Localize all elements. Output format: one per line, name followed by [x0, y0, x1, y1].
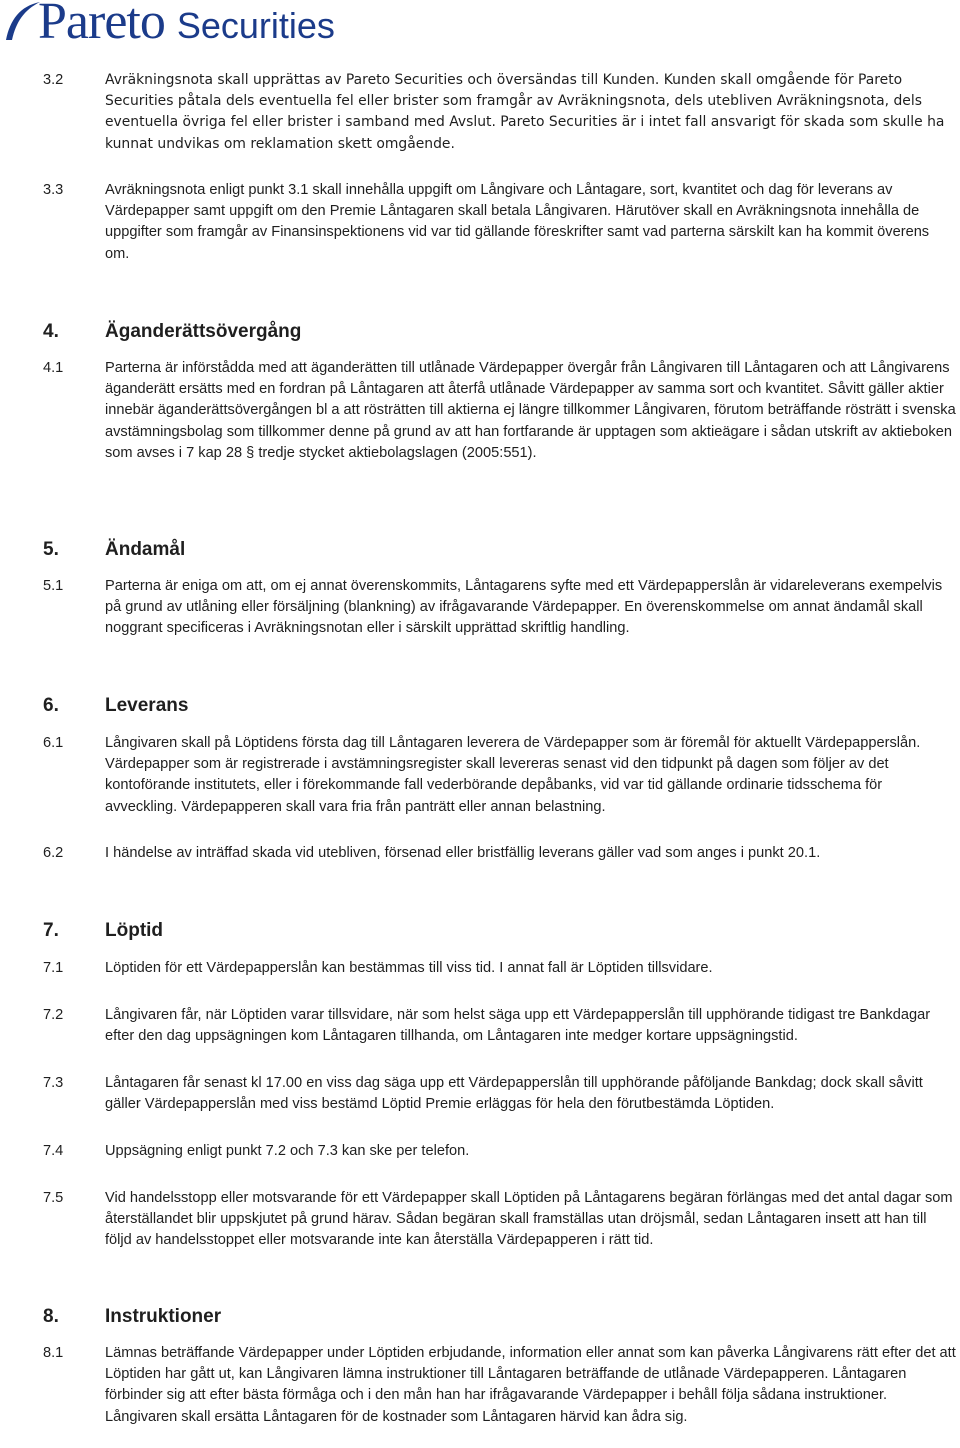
section-number: 8. — [43, 1306, 59, 1327]
clause-number: 8.1 — [43, 1345, 64, 1361]
clause-text: Långivaren får, när Löptiden varar tillsvidare, när som helst säga upp ett Värdepapperslån till upphörande tidigast tre Bankdagar efter den dag uppsägningen kom Låntagaren tillhanda, om Låntagaren inte medger kortare uppsägningstid. — [105, 1007, 931, 1045]
clause-number: 7.3 — [43, 1075, 64, 1091]
section-title: Löptid — [105, 920, 164, 941]
section-number: 6. — [43, 695, 59, 716]
section-title: Ändamål — [105, 539, 186, 560]
clause-text: Vid handelsstopp eller motsvarande för ett Värdepapper skall Löptiden på Låntagarens begäran förlängas med det antal dagar som återställandet blir uppskjutet på grund härav. Sådan begäran skall framställas utan dröjsmål, sedan Låntagaren insett att han till följd av handelsstoppet eller motsvarande inte kan återställa Värdepapperen i rätt tid. — [105, 1190, 953, 1249]
clause-number: 4.1 — [43, 360, 64, 376]
logo-subtitle: Securities — [176, 5, 335, 46]
section-number: 4. — [43, 321, 59, 342]
clause-text: Parterna är införstådda med att äganderätten till utlånade Värdepapper övergår från Långivaren till Låntagaren och att Långivarens äganderätt ersätts med en fordran på Låntagaren att återfå utlånade Värdepapper av samma sort och kvantitet. Såvitt gäller aktier innebär äganderättsövergången bl a att rösträtten till aktierna ej längre tillkommer Långivaren, förutom beträffande rösträtt i svenska avstämningsbolag som tillkommer denne på grund av att han fortfarande är upptagen som aktieägare i sådan utskrift av aktieboken som avses i 7 kap 28 § tredje stycket aktiebolagslagen (2005:551). — [105, 360, 956, 461]
clause-text: Lämnas beträffande Värdepapper under Löptiden erbjudande, information eller annat som kan påverka Långivarens rätt efter det att Löptiden har gått ut, kan Långivaren lämna instruktioner till Låntagaren beträffande de utlånade Värdepapperen. Låntagaren förbinder sig att efter bästa förmåga och i den mån han har ifrågavarande Värdepapper i behåll följa sådana instruktioner. Långivaren skall ersätta Låntagaren för de kostnader som Låntagaren härvid kan ådra sig. — [105, 1345, 956, 1425]
section-title: Äganderättsövergång — [105, 321, 302, 342]
clause-number: 7.1 — [43, 960, 64, 976]
clause-text: Avräkningsnota skall upprättas av Pareto Securities och översändas till Kunden. Kunden skall omgående för Pareto Securities påtala dels eventuella fel eller brister som framgår av Avräkningsnota, dels utebliven Avräkningsnota, dels eventuella övriga fel eller brister i samband med Avslut. Pareto Securities är i intet fall ansvarigt för skada som skulle ha kunnat undvikas om reklamation skett omgående. — [105, 72, 945, 152]
clause-number: 6.1 — [43, 735, 64, 751]
pareto-securities-logo — [2, 0, 335, 48]
logo-wordmark: Pareto — [38, 0, 165, 50]
clause-number: 7.4 — [43, 1143, 64, 1159]
clause-number: 7.2 — [43, 1007, 64, 1023]
section-title: Instruktioner — [105, 1306, 222, 1327]
clause-number: 3.3 — [43, 182, 64, 198]
clause-text: Löptiden för ett Värdepapperslån kan bestämmas till viss tid. I annat fall är Löptiden tillsvidare. — [105, 960, 713, 976]
clause-text: Parterna är eniga om att, om ej annat överenskommits, Låntagarens syfte med ett Värdepapperslån är vidareleverans exempelvis på grund av utlåning eller försäljning (blankning) av ifrågavarande Värdepapper. En överenskommelse om annat ändamål skall noggrant specificeras i Avräkningsnotan eller i särskilt upprättad skriftlig handling. — [105, 578, 943, 637]
clause-text: Låntagaren får senast kl 17.00 en viss dag säga upp ett Värdepapperslån till upphörande påföljande Bankdag; dock skall såvitt gäller Värdepapperslån med viss bestämd Löptid Premie erläggas för hela den förutbestämda Löptiden. — [105, 1075, 923, 1113]
clause-number: 3.2 — [43, 72, 64, 88]
clause-number: 6.2 — [43, 845, 64, 861]
section-number: 7. — [43, 920, 59, 941]
clause-text: Avräkningsnota enligt punkt 3.1 skall innehålla uppgift om Långivare och Låntagare, sort, kvantitet och dag för leverans av Värdepapper samt uppgift om den Premie Låntagaren skall betala Långivaren. Härutöver skall en Avräkningsnota innehålla de uppgifter som framgår av Finansinspektionens vid var tid gällande föreskrifter samt vad parterna särskilt kan ha kommit överens om. — [105, 182, 930, 262]
clause-text: I händelse av inträffad skada vid utebliven, försenad eller bristfällig leverans gäller vad som anges i punkt 20.1. — [105, 845, 821, 861]
clause-text: Uppsägning enligt punkt 7.2 och 7.3 kan ske per telefon. — [105, 1143, 470, 1159]
section-number: 5. — [43, 539, 59, 560]
logo-swoosh-icon — [2, 0, 42, 42]
clause-number: 5.1 — [43, 578, 64, 594]
section-title: Leverans — [105, 695, 189, 716]
clause-number: 7.5 — [43, 1190, 64, 1206]
clause-text: Långivaren skall på Löptidens första dag till Låntagaren leverera de Värdepapper som är föremål för aktuellt Värdepapperslån. Värdepapper som är registrerade i avstämningsregister skall levereras senast vid den tidpunkt på dagen som följer av det kontoförande institutets, eller i förekommande fall vederbörande depåbanks, vid var tid gällande ordinarie tidsschema för avveckling. Värdepapperen skall vara fria från panträtt eller annan belastning. — [105, 735, 921, 815]
